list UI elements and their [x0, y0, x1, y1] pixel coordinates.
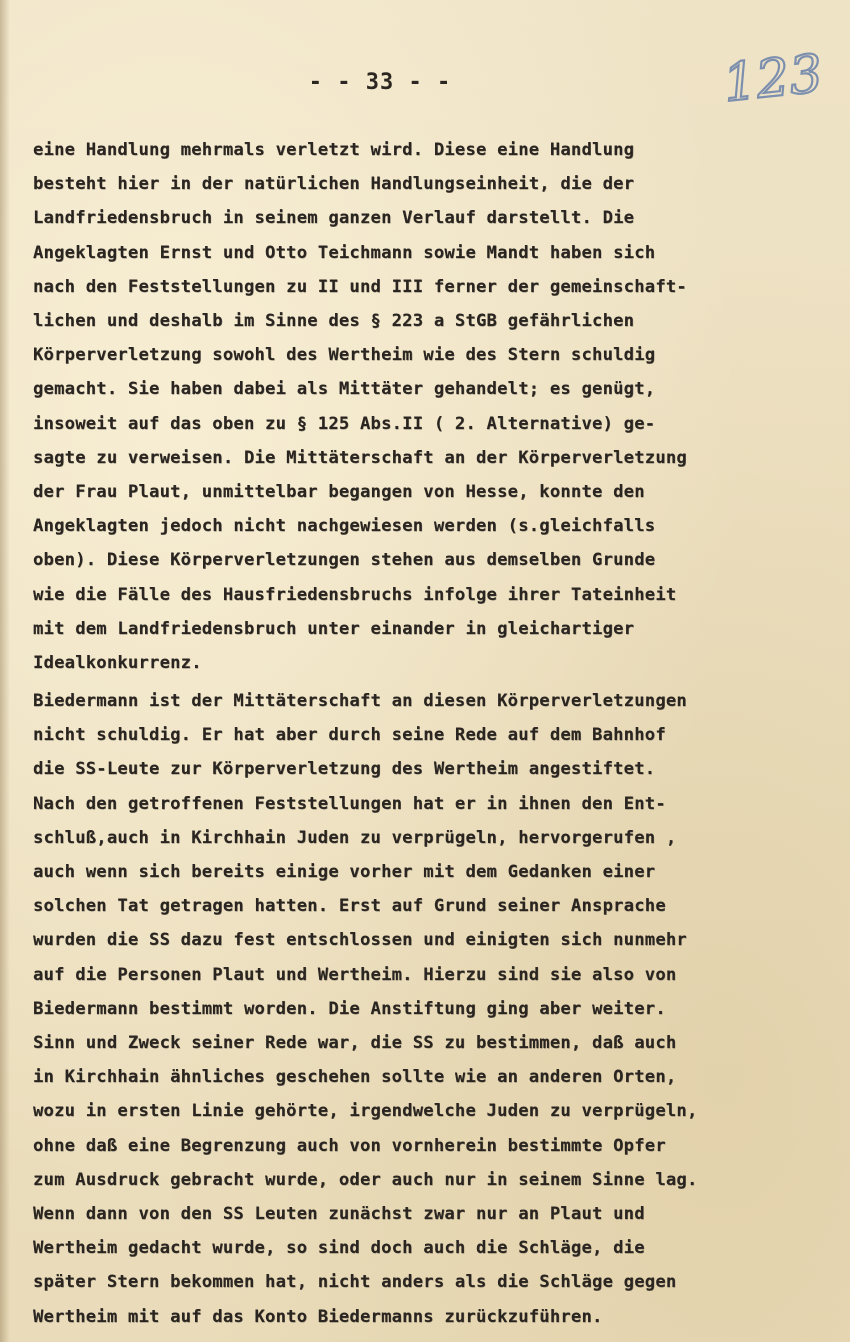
text-line: oben). Diese Körperverletzungen stehen aus demselben Grunde: [33, 550, 656, 571]
text-line: Wertheim gedacht wurde, so sind doch auch die Schläge, die: [33, 1238, 645, 1259]
page-number: - - 33 - -: [308, 70, 452, 95]
text-line: eine Handlung mehrmals verletzt wird. Diese eine Handlung: [33, 140, 635, 160]
text-line: nach den Feststellungen zu II und III ferner der gemeinschaft-: [33, 276, 687, 297]
text-line: mit dem Landfriedensbruch unter einander in gleichartiger: [33, 618, 635, 639]
text-line: schluß,auch in Kirchhain Juden zu verprügeln, hervorgerufen ,: [33, 827, 677, 848]
text-line: zum Ausdruck gebracht wurde, oder auch nur in seinem Sinne lag.: [33, 1169, 698, 1190]
text-line: auf die Personen Plaut und Wertheim. Hierzu sind sie also von: [33, 964, 677, 985]
text-line: der Frau Plaut, unmittelbar begangen von Hesse, konnte den: [33, 482, 645, 502]
text-line: später Stern bekommen hat, nicht anders als die Schläge gegen: [33, 1272, 677, 1293]
text-line: Körperverletzung sowohl des Wertheim wie des Stern schuldig: [33, 345, 656, 366]
text-line: wozu in ersten Linie gehörte, irgendwelche Juden zu verprügeln,: [33, 1101, 698, 1122]
text-line: insoweit auf das oben zu § 125 Abs.II ( 2. Alternative) ge-: [33, 413, 656, 434]
text-line: Biedermann ist der Mittäterschaft an diesen Körperverletzungen: [33, 691, 687, 711]
text-line: ohne daß eine Begrenzung auch von vornherein bestimmte Opfer: [33, 1135, 666, 1156]
text-line: Nach den getroffenen Feststellungen hat er in ihnen den Ent-: [33, 793, 666, 814]
page-edge-shadow: [0, 0, 10, 1342]
text-line: Landfriedensbruch in seinem ganzen Verlauf darstellt. Die: [33, 208, 635, 229]
text-line: lichen und deshalb im Sinne des § 223 a StGB gefährlichen: [33, 311, 635, 331]
text-line: solchen Tat getragen hatten. Erst auf Grund seiner Ansprache: [33, 896, 666, 917]
text-line: Angeklagten Ernst und Otto Teichmann sowie Mandt haben sich: [33, 242, 656, 263]
text-line: Idealkonkurrenz.: [33, 653, 202, 673]
text-line: besteht hier in der natürlichen Handlungseinheit, die der: [33, 174, 635, 195]
text-line: in Kirchhain ähnliches geschehen sollte wie an anderen Orten,: [33, 1067, 677, 1088]
text-line: wurden die SS dazu fest entschlossen und einigten sich nunmehr: [33, 930, 687, 951]
text-line: sagte zu verweisen. Die Mittäterschaft an der Körperverletzung: [33, 447, 687, 468]
text-line: die SS-Leute zur Körperverletzung des Wertheim angestiftet.: [33, 759, 656, 780]
text-line: Sinn und Zweck seiner Rede war, die SS zu bestimmen, daß auch: [33, 1033, 677, 1053]
text-line: Wenn dann von den SS Leuten zunächst zwar nur an Plaut und: [33, 1204, 645, 1224]
text-line: gemacht. Sie haben dabei als Mittäter gehandelt; es genügt,: [33, 379, 656, 400]
text-line: auch wenn sich bereits einige vorher mit dem Gedanken einer: [33, 862, 656, 882]
text-line: Biedermann bestimmt worden. Die Anstiftung ging aber weiter.: [33, 998, 666, 1019]
archive-number-handwritten: [718, 44, 828, 114]
archive-number-text: 123: [720, 44, 826, 114]
text-line: Angeklagten jedoch nicht nachgewiesen werden (s.gleichfalls: [33, 516, 656, 537]
text-line: wie die Fälle des Hausfriedensbruchs infolge ihrer Tateinheit: [33, 584, 677, 605]
text-line: Wertheim mit auf das Konto Biedermanns zurückzuführen.: [33, 1306, 603, 1327]
text-line: nicht schuldig. Er hat aber durch seine Rede auf dem Bahnhof: [33, 725, 666, 746]
